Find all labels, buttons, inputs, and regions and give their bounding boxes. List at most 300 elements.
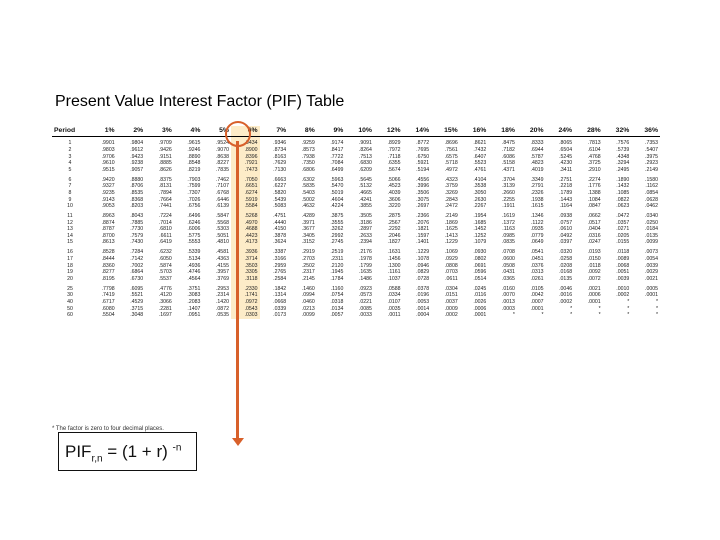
factor-cell: .7050 [244,176,258,183]
factor-cell: .2992 [330,232,344,239]
factor-cell: .2910 [587,166,601,173]
factor-cell: .0611 [445,275,458,282]
factor-cell: .6104 [587,146,601,153]
factor-cell: .0221 [358,299,372,306]
period-cell: 2 [68,146,72,153]
factor-cell: .8706 [130,183,144,190]
column-header-rate: 1% [88,126,117,137]
period-cell: 14 [67,232,73,239]
factor-cell: .0340 [645,213,658,220]
factor-cell: .3066 [158,299,172,306]
factor-cell: .6806 [301,166,315,173]
factor-cell: .0662 [587,213,601,220]
factor-cell: .3503 [244,262,258,269]
factor-cell: .0021 [645,275,658,282]
column-header-rate: 14% [403,126,432,137]
factor-cell: .2495 [616,166,630,173]
factor-cell: .7835 [215,166,229,173]
table-row [52,137,660,147]
factor-cell: .4371 [501,166,515,173]
factor-cell: .4348 [616,153,630,160]
factor-cell: .0728 [416,275,430,282]
factor-cell: .7561 [444,146,458,153]
table-row [52,183,660,190]
factor-cell: .0135 [559,275,573,282]
factor-cell: .1164 [559,203,573,210]
factor-cell: .7722 [330,153,344,160]
factor-cell: .1625 [444,226,458,233]
factor-cell: .0092 [587,269,601,276]
factor-cell: .1460 [301,285,315,292]
factor-cell: .2218 [559,183,573,190]
factor-cell: .9803 [101,146,115,153]
factor-cell: .0316 [587,232,601,239]
factor-cell: .0193 [587,249,601,256]
factor-cell: .4823 [530,160,544,167]
factor-cell: .6663 [273,176,287,183]
column-header-rate: 8% [288,126,317,137]
factor-cell: .9706 [101,153,115,160]
factor-cell: .5523 [473,160,487,167]
factor-cell: .0334 [387,292,401,299]
factor-cell: .7576 [616,140,630,147]
table-row [52,282,660,292]
factor-cell: .8043 [130,213,144,220]
factor-cell: .1945 [330,269,344,276]
factor-cell: .7441 [158,203,172,210]
factor-cell: .6756 [187,203,201,210]
factor-cell: .3875 [330,213,344,220]
factor-cell: * [627,312,630,319]
factor-cell: .5645 [358,176,372,183]
factor-cell: * [541,312,544,319]
factor-cell: .5703 [158,269,172,276]
factor-cell: .0872 [215,305,229,312]
factor-cell: .7664 [158,196,172,203]
factor-cell: .0462 [645,203,658,210]
factor-cell: .4230 [559,160,573,167]
factor-cell: .9612 [130,146,144,153]
factor-cell: .9327 [101,183,115,190]
factor-cell: .0313 [530,269,544,276]
factor-cell: .2274 [587,176,601,183]
factor-cell: .2311 [330,256,344,263]
factor-cell: .3505 [358,213,372,220]
pif-table-container [52,126,660,319]
period-cell: 4 [68,160,72,167]
factor-cell: .8696 [444,140,458,147]
factor-cell: .0054 [645,256,658,263]
factor-cell: .6232 [158,249,172,256]
factor-cell: .5132 [358,183,372,190]
factor-cell: .8900 [244,146,258,153]
factor-cell: .1486 [358,275,372,282]
factor-cell: .6499 [330,166,344,173]
factor-cell: .9053 [101,203,115,210]
table-header-row [52,126,660,137]
factor-cell: .5820 [273,189,287,196]
factor-cell: .4810 [215,239,229,246]
factor-cell: .5407 [645,146,658,153]
factor-cell: .8626 [158,166,172,173]
factor-cell: .1821 [416,226,430,233]
column-header-rate: 12% [374,126,403,137]
factor-cell: .9423 [130,153,144,160]
factor-cell: .9238 [130,160,144,167]
factor-cell: .4746 [187,269,201,276]
factor-cell: .0134 [330,305,344,312]
factor-cell: .1229 [416,249,430,256]
factor-cell: .0923 [358,285,372,292]
factor-cell: .7579 [130,232,144,239]
factor-cell: .8163 [273,153,287,160]
factor-cell: .0304 [444,285,458,292]
factor-cell: .8528 [101,249,115,256]
table-row [52,167,660,174]
column-header-rate: 4% [174,126,203,137]
factor-cell: .6717 [101,299,115,306]
factor-cell: .7513 [358,153,372,160]
table-row [52,246,660,256]
factor-cell: .5718 [444,160,458,167]
factor-cell: .4761 [473,166,487,173]
factor-cell: .0002 [559,299,573,306]
factor-cell: .4423 [244,232,258,239]
factor-cell: .4936 [187,262,201,269]
factor-cell: .7432 [473,146,487,153]
factor-cell: * [655,305,658,312]
period-cell: 50 [67,305,73,312]
table-row [52,160,660,167]
factor-cell: .6274 [244,189,258,196]
factor-cell: * [598,305,601,312]
factor-cell: .6611 [159,232,172,239]
factor-cell: .7350 [301,160,315,167]
factor-cell: .5787 [530,153,544,160]
factor-cell: .6768 [215,189,229,196]
factor-cell: .5584 [244,203,258,210]
factor-cell: .2145 [301,275,315,282]
table-row [52,299,660,306]
factor-cell: .8535 [130,189,144,196]
factor-cell: .2317 [301,269,315,276]
factor-cell: .1789 [559,189,573,196]
factor-cell: .0365 [501,275,515,282]
factor-cell: .1037 [387,275,401,282]
factor-cell: .1346 [530,213,544,220]
factor-cell: .0073 [645,249,658,256]
factor-cell: .2330 [244,285,258,292]
factor-cell: .0026 [473,299,487,306]
factor-cell: .0245 [473,285,487,292]
factor-cell: .2953 [215,285,229,292]
factor-cell: .8613 [101,239,115,246]
factor-cell: .0002 [616,292,630,299]
table-row [52,197,660,204]
factor-cell: .8621 [473,140,487,147]
factor-cell: .7284 [130,249,144,256]
formula-subscript: r,n [91,453,103,465]
factor-cell: .1420 [215,299,229,306]
factor-cell: .1697 [158,312,172,319]
factor-cell: .5268 [244,213,258,220]
factor-cell: .1069 [444,249,458,256]
factor-cell: .4970 [244,219,258,226]
factor-cell: .7972 [387,146,401,153]
factor-cell: .6139 [215,203,229,210]
factor-cell: .4776 [158,285,172,292]
factor-cell: .0173 [273,312,287,319]
factor-cell: .8885 [158,160,172,167]
table-row [52,226,660,233]
period-cell: 25 [67,285,73,292]
factor-cell: .5470 [330,183,344,190]
factor-cell: * [570,312,573,319]
factor-cell: .3606 [387,196,401,203]
factor-cell: .9901 [101,140,115,147]
factor-cell: .5083 [273,203,287,210]
factor-cell: .2633 [358,232,372,239]
factor-cell: .4289 [301,213,315,220]
factor-cell: .9515 [101,166,115,173]
factor-cell: * [627,305,630,312]
column-header-rate: 9% [317,126,346,137]
factor-cell: .2292 [387,226,401,233]
factor-cell: .6504 [559,146,573,153]
factor-cell: .0039 [616,275,630,282]
factor-cell: .0541 [530,249,544,256]
highlight-column-arrow [236,141,239,441]
factor-cell: .6750 [416,153,430,160]
factor-cell: .1388 [587,189,601,196]
arrow-head-icon [232,438,244,446]
factor-cell: .0339 [273,305,287,312]
factor-cell: .3975 [645,153,658,160]
factor-cell: .3677 [301,226,315,233]
factor-cell: .2751 [559,176,573,183]
factor-cell: .9143 [101,196,115,203]
factor-cell: .7026 [187,196,201,203]
factor-cell: .3878 [273,232,287,239]
factor-cell: .5194 [416,166,430,173]
factor-cell: .0935 [530,226,544,233]
factor-cell: .2502 [301,262,315,269]
factor-cell: .0046 [559,285,573,292]
page-title: Present Value Interest Factor (PIF) Table [55,93,345,110]
factor-cell: .3855 [358,203,372,210]
factor-cell: .0318 [330,299,344,306]
factor-cell: .1685 [473,219,487,226]
factor-cell: .0205 [616,232,630,239]
factor-cell: .0451 [530,256,544,263]
factor-cell: .7921 [244,160,258,167]
factor-cell: .1456 [387,256,401,263]
table-row [52,220,660,227]
factor-cell: .3715 [130,305,144,312]
factor-cell: .2897 [358,226,372,233]
factor-cell: .9709 [158,140,172,147]
factor-cell: .4529 [130,299,144,306]
factor-cell: .0151 [444,292,458,299]
factor-cell: .4150 [273,226,287,233]
factor-cell: .9804 [130,140,144,147]
factor-cell: .1432 [616,183,630,190]
factor-cell: .1827 [387,239,401,246]
factor-cell: .4120 [158,292,172,299]
factor-cell: .2919 [301,249,315,256]
factor-cell: .6246 [187,219,201,226]
factor-cell: .3538 [473,183,487,190]
factor-cell: .8772 [416,140,430,147]
column-header-rate: 5% [202,126,231,137]
factor-cell: .0802 [473,256,487,263]
factor-cell: .0757 [559,219,573,226]
factor-cell: .4173 [244,239,258,246]
factor-cell: .8368 [130,196,144,203]
factor-cell: .0118 [588,262,601,269]
factor-cell: .0014 [416,305,430,312]
factor-cell: .4155 [215,262,229,269]
factor-cell: .0431 [501,269,515,276]
factor-cell: .3769 [215,275,229,282]
factor-cell: .7419 [101,292,115,299]
factor-cell: .0946 [416,262,430,269]
table-body [52,137,660,319]
factor-cell: .3714 [244,256,258,263]
factor-cell: .1842 [273,285,287,292]
factor-cell: .6496 [187,213,201,220]
factor-cell: .5921 [416,160,430,167]
factor-cell: .8880 [130,176,144,183]
factor-cell: .0107 [387,299,401,306]
factor-cell: .5019 [330,189,344,196]
factor-cell: .2703 [301,256,315,263]
column-header-rate: 3% [145,126,174,137]
factor-cell: .2076 [416,219,430,226]
factor-cell: .7894 [158,189,172,196]
factor-cell: .1084 [587,196,601,203]
factor-cell: .0573 [358,292,372,299]
factor-cell: .0013 [501,299,515,306]
factor-cell: .3996 [416,183,430,190]
period-cell: 40 [67,299,73,306]
factor-cell: .0808 [444,262,458,269]
factor-cell: .9524 [215,140,229,147]
factor-cell: .4688 [244,226,258,233]
factor-cell: .0822 [616,196,630,203]
column-header-rate: 20% [517,126,546,137]
factor-cell: .8700 [101,232,115,239]
factor-cell: .3725 [587,160,601,167]
factor-cell: .0951 [187,312,201,319]
factor-cell: .1954 [473,213,487,220]
factor-cell: .0535 [215,312,229,319]
factor-cell: .0116 [473,292,487,299]
factor-cell: .9615 [187,140,201,147]
factor-cell: .5245 [559,153,573,160]
table-row [52,312,660,319]
factor-cell: .7084 [330,160,344,167]
factor-cell: .2791 [530,183,544,190]
factor-cell: .3971 [301,219,315,226]
factor-cell: .3269 [444,189,458,196]
factor-cell: .8375 [158,176,172,183]
factor-cell: .2046 [387,232,401,239]
factor-cell: .1401 [416,239,430,246]
factor-cell: .2875 [387,213,401,220]
factor-cell: .1085 [616,189,630,196]
factor-cell: .8195 [101,275,115,282]
factor-cell: .0508 [501,262,515,269]
factor-cell: .5303 [215,226,229,233]
factor-cell: .5775 [187,232,201,239]
factor-cell: .2660 [501,189,515,196]
factor-cell: .6355 [387,160,401,167]
factor-cell: .0213 [301,305,315,312]
factor-cell: .0029 [645,269,658,276]
factor-cell: .7002 [130,262,144,269]
factor-cell: .0261 [530,275,544,282]
factor-cell: .3387 [273,249,287,256]
factor-cell: .0085 [358,305,372,312]
factor-cell: .4972 [444,166,458,173]
factor-cell: .4768 [587,153,601,160]
column-header-rate: 18% [488,126,517,137]
factor-cell: .0357 [616,219,630,226]
factor-cell: .5339 [187,249,201,256]
period-cell: 13 [67,226,73,233]
table-row [52,147,660,154]
column-header-rate: 24% [546,126,575,137]
factor-cell: .3262 [330,226,344,233]
factor-cell: .9346 [273,140,287,147]
factor-cell: .0628 [645,196,658,203]
factor-cell: .9259 [301,140,315,147]
factor-cell: .0042 [530,292,544,299]
period-cell: 3 [68,153,72,160]
factor-cell: .1122 [530,219,544,226]
column-header-rate: 36% [631,126,660,137]
factor-cell: * [655,312,658,319]
factor-cell: .6810 [158,226,172,233]
period-cell: 19 [67,269,73,276]
factor-cell: .0068 [616,262,630,269]
factor-cell: .1372 [501,219,515,226]
factor-cell: .3118 [244,275,258,282]
factor-cell: .5403 [301,189,315,196]
factor-cell: .0070 [501,292,515,299]
factor-cell: .7014 [158,219,172,226]
factor-cell: * [512,312,515,319]
factor-cell: .8360 [101,262,115,269]
period-cell: 20 [67,275,73,282]
factor-cell: .5066 [387,176,401,183]
factor-cell: .5674 [387,166,401,173]
factor-cell: .4019 [530,166,544,173]
factor-cell: .5002 [301,196,315,203]
factor-cell: .8396 [244,153,258,160]
factor-cell: .2326 [530,189,544,196]
factor-cell: .0779 [530,232,544,239]
factor-cell: .4564 [187,275,201,282]
factor-cell: .2567 [387,219,401,226]
factor-cell: .6730 [130,275,144,282]
factor-cell: .2366 [416,213,430,220]
factor-cell: .5874 [158,262,172,269]
formula-rhs: = (1 + r) [102,442,173,461]
table-row [52,239,660,246]
factor-cell: .0001 [473,312,487,319]
